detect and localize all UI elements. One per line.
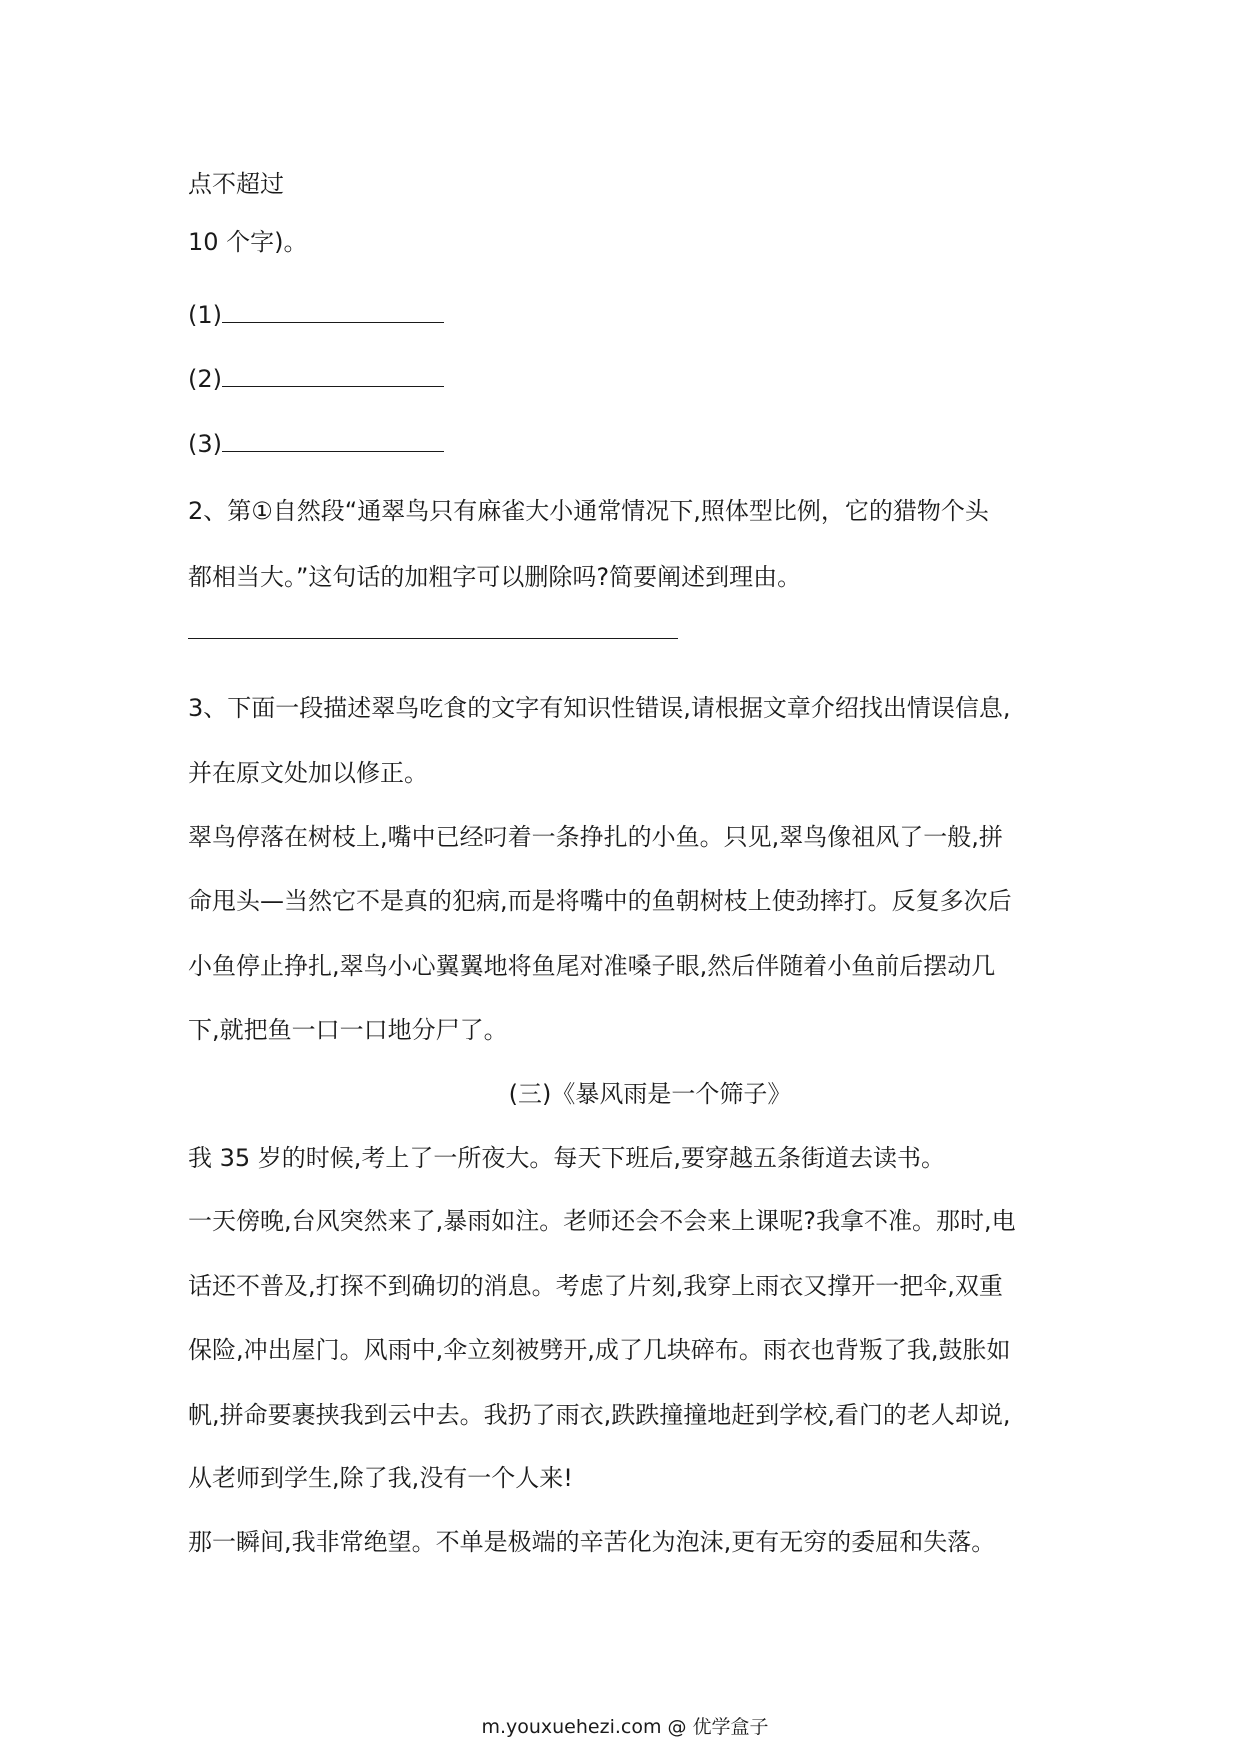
answer-rule — [188, 638, 678, 639]
answer-line-1 — [188, 299, 444, 331]
story-line: 我 35 岁的时候,考上了一所夜大。每天下班后,要穿越五条街道去读书。 — [188, 1144, 946, 1172]
text-line: 点不超过 — [188, 170, 284, 198]
question-3-line: 并在原文处加以修正。 — [188, 759, 428, 787]
answer-blank — [222, 300, 444, 323]
story-line: 那一瞬间,我非常绝望。不单是极端的辛苦化为泡沫,更有无穷的委屈和失落。 — [188, 1528, 996, 1556]
answer-number: (3) — [188, 430, 222, 458]
passage-line: 小鱼停止挣扎,翠鸟小心翼翼地将鱼尾对准嗓子眼,然后伴随着小鱼前后摆动几 — [188, 952, 996, 980]
story-line: 帆,拼命要裹挟我到云中去。我扔了雨衣,跌跌撞撞地赶到学校,看门的老人却说, — [188, 1401, 1011, 1429]
question-2-line: 都相当大。”这句话的加粗字可以删除吗?简要阐述到理由。 — [188, 563, 802, 591]
story-line: 保险,冲出屋门。风雨中,伞立刻被劈开,成了几块碎布。雨衣也背叛了我,鼓胀如 — [188, 1336, 1011, 1364]
answer-blank — [222, 364, 444, 387]
answer-blank — [222, 429, 444, 452]
answer-line-2 — [188, 363, 444, 395]
text-line: 10 个字)。 — [188, 228, 308, 256]
story-line: 从老师到学生,除了我,没有一个人来! — [188, 1464, 573, 1492]
answer-number: (2) — [188, 365, 222, 393]
section-title: (三)《暴风雨是一个筛子》 — [508, 1080, 792, 1108]
passage-line: 命甩头—当然它不是真的犯病,而是将嘴中的鱼朝树枝上使劲摔打。反复多次后 — [188, 887, 1012, 915]
passage-line: 下,就把鱼一口一口地分尸了。 — [188, 1016, 508, 1044]
question-3-line: 3、下面一段描述翠鸟吃食的文字有知识性错误,请根据文章介绍找出情误信息, — [188, 694, 1011, 722]
answer-number: (1) — [188, 301, 222, 329]
passage-line: 翠鸟停落在树枝上,嘴中已经叼着一条挣扎的小鱼。只见,翠鸟像祖风了一般,拼 — [188, 823, 1003, 851]
story-line: 一天傍晚,台风突然来了,暴雨如注。老师还会不会来上课呢?我拿不准。那时,电 — [188, 1207, 1016, 1235]
story-line: 话还不普及,打探不到确切的消息。考虑了片刻,我穿上雨衣又撑开一把伞,双重 — [188, 1272, 1003, 1300]
footer-watermark: m.youxuehezi.com @ 优学盒子 — [481, 1716, 769, 1738]
answer-line-3 — [188, 428, 444, 460]
question-2-line: 2、第①自然段“通翠鸟只有麻雀大小通常情况下,照体型比例，它的猎物个头 — [188, 497, 989, 525]
